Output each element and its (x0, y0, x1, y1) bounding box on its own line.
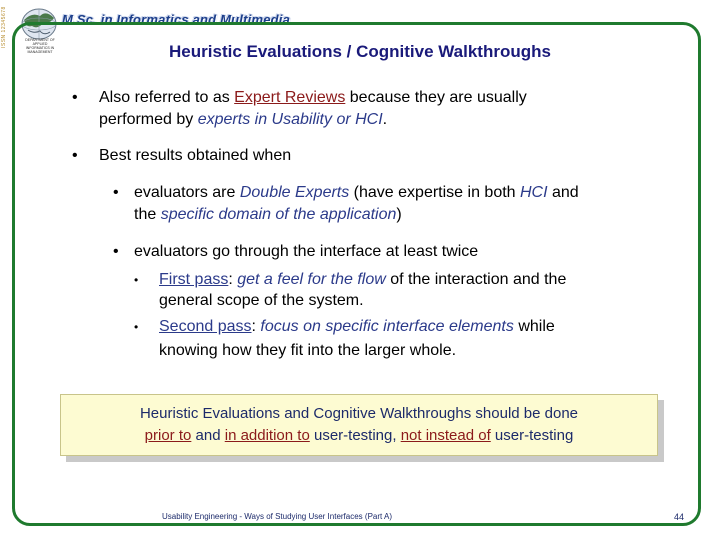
bullet-dot: • (113, 243, 119, 260)
prior-to-link[interactable]: prior to (144, 427, 192, 444)
footer-text: Usability Engineering - Ways of Studying User Interfaces (Part A) (162, 512, 393, 521)
emphasis: get a feel for the flow (237, 271, 386, 288)
emphasis: specific domain of the application (160, 206, 397, 223)
second-pass-line2: knowing how they fit into the larger whole. (159, 342, 457, 359)
text: user-testing (490, 427, 574, 444)
first-pass-item (159, 270, 566, 290)
logo-caption-line: INFORMATICS IN MANAGEMENT (25, 46, 55, 54)
text: user-testing, (309, 427, 401, 444)
sub-bullet-double-experts-line2 (134, 205, 402, 225)
text: ) (396, 206, 402, 223)
text: : (251, 318, 261, 335)
bullet-dot: • (134, 320, 139, 334)
bullet-best-results: Best results obtained when (99, 147, 292, 164)
sub-bullet-double-experts (134, 183, 579, 203)
text: of the interaction and the (385, 271, 567, 288)
second-pass-link[interactable]: Second pass (159, 318, 252, 335)
sub-bullet-go-through: evaluators go through the interface at least twice (134, 243, 479, 260)
text: and (547, 184, 579, 201)
bullet-dot: • (72, 89, 78, 106)
not-instead-of-link[interactable]: not instead of (400, 427, 491, 444)
program-title: M.Sc. in Informatics and Multimedia (62, 12, 291, 27)
text: evaluators are (134, 184, 240, 201)
emphasis: experts in Usability or HCI (197, 111, 383, 128)
in-addition-to-link[interactable]: in addition to (224, 427, 310, 444)
first-pass-link[interactable]: First pass (159, 271, 229, 288)
text: the (134, 206, 161, 223)
text: and (191, 427, 225, 444)
bullet-expert-reviews (99, 88, 527, 108)
text: : (228, 271, 238, 288)
emphasis: focus on specific interface elements (260, 318, 514, 335)
side-label: ISSN 12345678 (1, 6, 7, 48)
slide-title: Heuristic Evaluations / Cognitive Walkthroughs (169, 42, 551, 61)
logo-caption-line: DEPARTMENT OF APPLIED (25, 38, 55, 46)
bullet-dot: • (134, 273, 139, 287)
emphasis: Double Experts (239, 184, 350, 201)
text: Also referred to as (99, 89, 235, 106)
expert-reviews-link[interactable]: Expert Reviews (234, 89, 346, 106)
bullet-dot: • (113, 184, 119, 201)
bullet-expert-reviews-line2 (99, 110, 387, 130)
callout-line-1: Heuristic Evaluations and Cognitive Walkthroughs should be done (139, 405, 579, 422)
second-pass-item (159, 317, 555, 337)
callout-box (60, 394, 658, 456)
bullet-dot: • (72, 147, 78, 164)
text: . (382, 111, 388, 128)
callout-line-2 (61, 425, 657, 447)
first-pass-line2: general scope of the system. (159, 292, 364, 309)
text: performed by (99, 111, 198, 128)
emphasis: HCI (520, 184, 548, 201)
text: while (513, 318, 555, 335)
text: (have expertise in both (349, 184, 520, 201)
page-number: 44 (674, 512, 685, 522)
text: because they are usually (345, 89, 527, 106)
footer (0, 512, 720, 526)
